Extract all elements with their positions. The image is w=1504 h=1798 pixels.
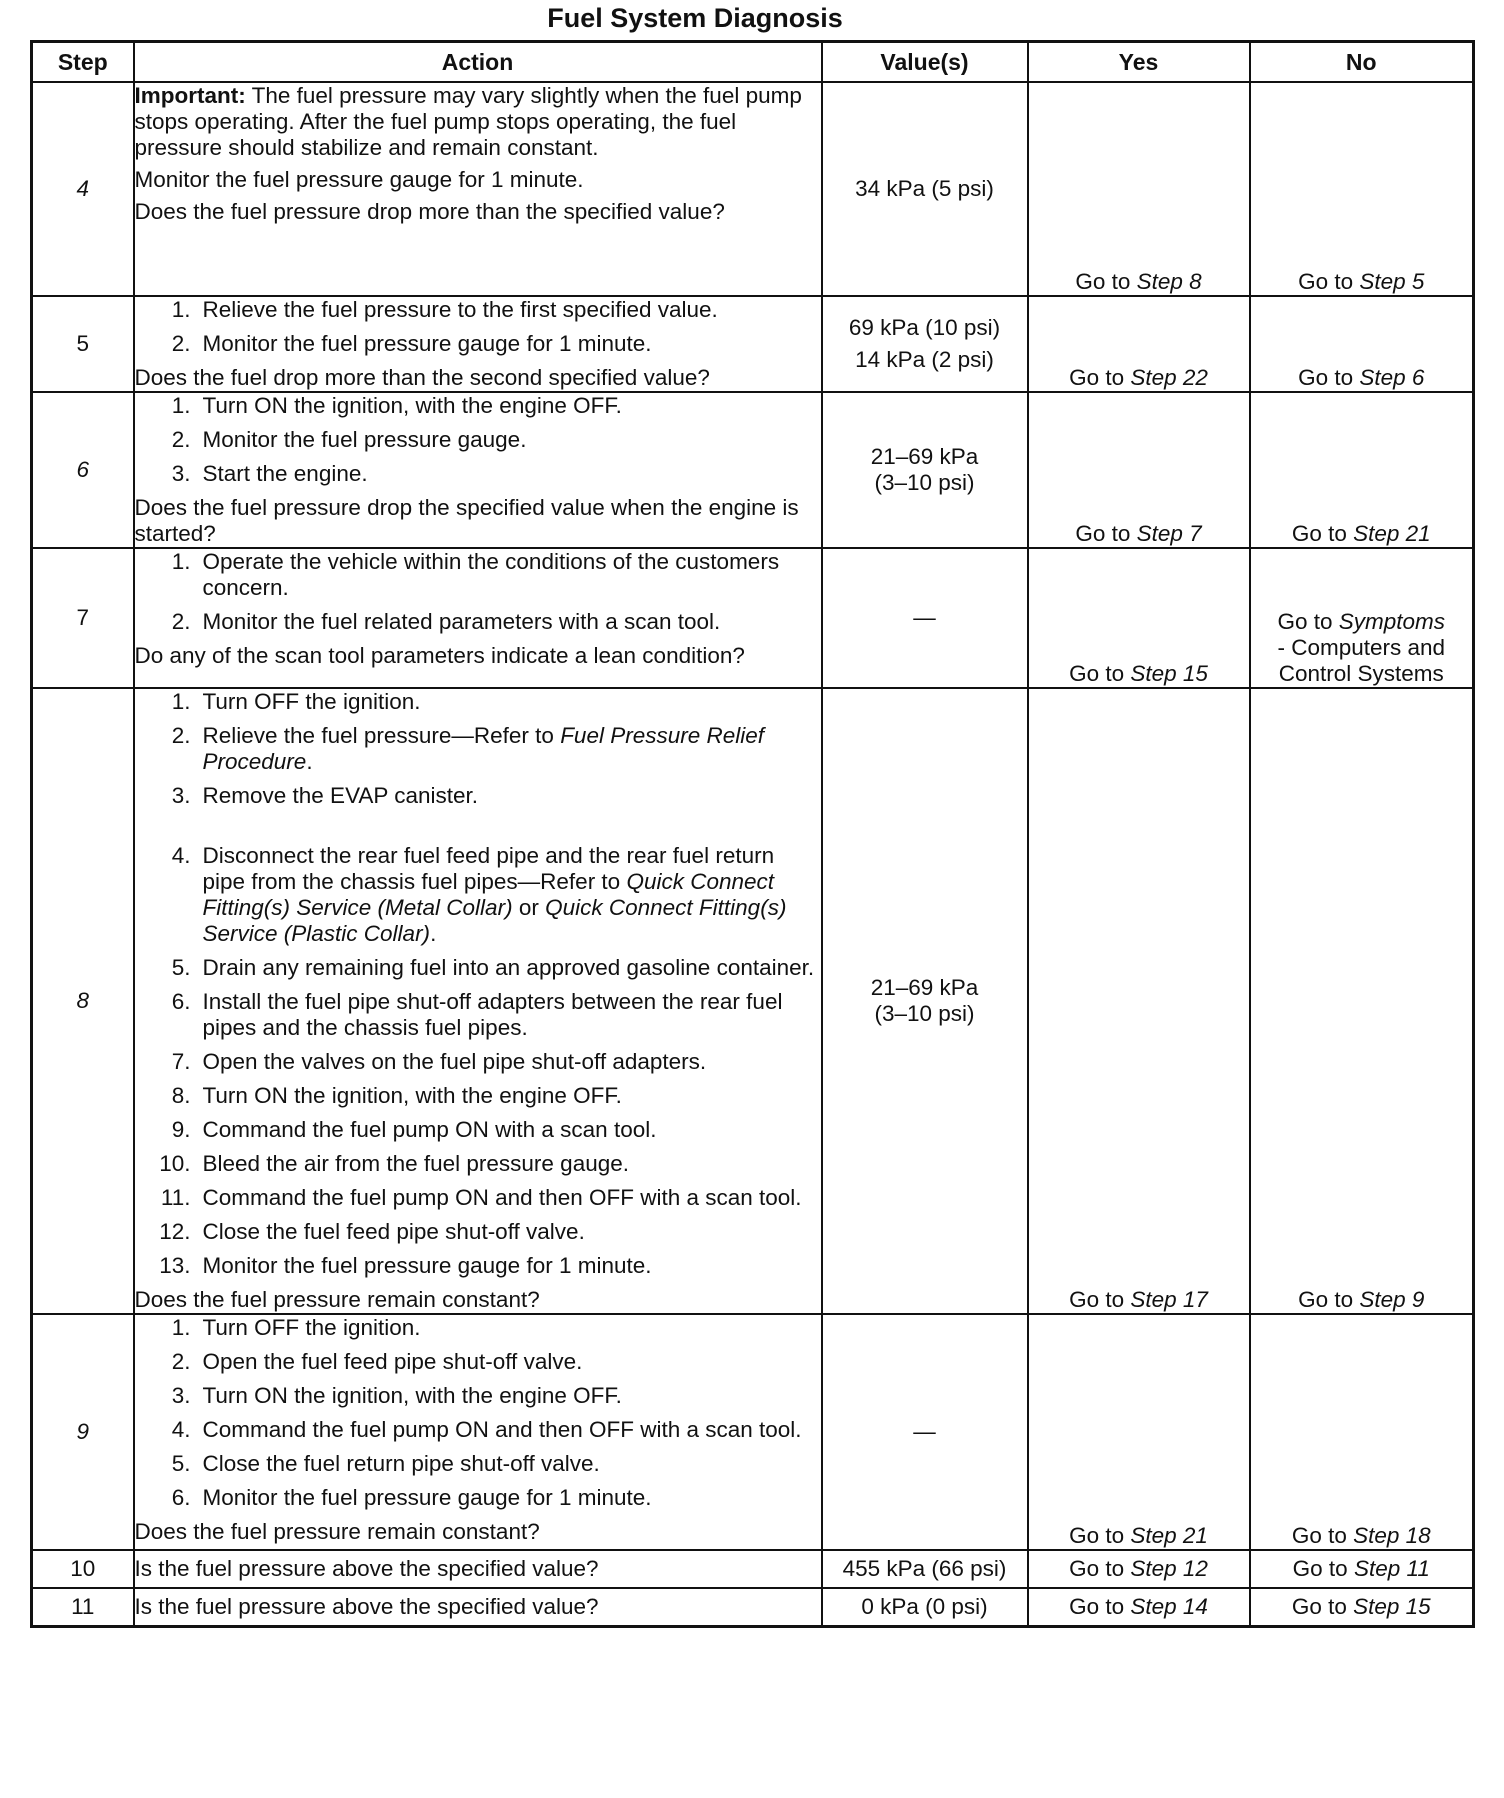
step-number: 9 bbox=[32, 1314, 134, 1550]
diagnosis-table bbox=[30, 40, 1475, 1628]
no-cell: Go to Step 15 bbox=[1250, 1588, 1474, 1626]
header-yes: Yes bbox=[1028, 42, 1250, 83]
yes-cell: Go to Step 22 bbox=[1028, 296, 1250, 392]
action-cell bbox=[134, 1550, 822, 1588]
procedure-ref: Quick Connect Fitting(s) Service (Metal Collar) bbox=[202, 869, 775, 920]
table-row bbox=[32, 296, 1474, 392]
value-text: — bbox=[913, 605, 936, 630]
list-item: 1. Relieve the fuel pressure to the first specified value. bbox=[171, 297, 718, 322]
action-cell bbox=[134, 1588, 822, 1626]
list-item: 6. Install the fuel pipe shut-off adapters between the rear fuel pipes and the chassis fuel pipes. bbox=[171, 989, 783, 1040]
action-cell bbox=[134, 82, 822, 296]
no-step-ref: Step 6 bbox=[1359, 365, 1425, 390]
yes-cell: Go to Step 15 bbox=[1028, 548, 1250, 688]
header-values: Value(s) bbox=[822, 42, 1028, 83]
list-item: 6. Monitor the fuel pressure gauge for 1 minute. bbox=[171, 1485, 652, 1510]
action-question: Does the fuel drop more than the second specified value? bbox=[134, 365, 710, 390]
action-paragraph: Monitor the fuel pressure gauge for 1 minute. bbox=[134, 167, 584, 192]
no-ref-line: Control Systems bbox=[1278, 661, 1444, 686]
table-row bbox=[32, 548, 1474, 688]
value-cell bbox=[822, 1314, 1028, 1550]
action-cell bbox=[134, 296, 822, 392]
list-item: 3. Remove the EVAP canister. bbox=[171, 783, 479, 808]
no-cell bbox=[1250, 82, 1474, 296]
yes-step-ref: Step 21 bbox=[1130, 1523, 1208, 1548]
list-item: 2. Monitor the fuel pressure gauge. bbox=[171, 427, 527, 452]
list-item: 4. Disconnect the rear fuel feed pipe and the rear fuel return pipe from the chassis fuel pipes—Refer to Quick Connect Fitting(s) Service (Metal Collar) or Quick Connect Fitting(s) Service (Plastic Collar). bbox=[171, 843, 787, 946]
list-item: 2. Monitor the fuel pressure gauge for 1 minute. bbox=[171, 331, 652, 356]
no-step-ref: Step 18 bbox=[1353, 1523, 1431, 1548]
value-cell bbox=[822, 548, 1028, 688]
action-question: Does the fuel pressure drop the specified value when the engine is started? bbox=[134, 495, 799, 546]
list-item: 7. Open the valves on the fuel pipe shut-off adapters. bbox=[171, 1049, 707, 1074]
yes-step-ref: Step 14 bbox=[1130, 1593, 1208, 1619]
list-item: 3. Start the engine. bbox=[171, 461, 368, 486]
value-cell bbox=[822, 392, 1028, 548]
no-step-ref: Step 5 bbox=[1359, 269, 1425, 294]
table-row bbox=[32, 392, 1474, 548]
no-step-ref: Step 9 bbox=[1359, 1287, 1425, 1312]
action-text: The fuel pressure may vary slightly when the fuel pump stops operating. After the fuel pump stops operating, the fuel pressure should stabilize and remain constant. bbox=[134, 83, 802, 160]
yes-step-ref: Step 17 bbox=[1130, 1287, 1208, 1312]
no-cell: Go to Step 9 bbox=[1250, 688, 1474, 1314]
value-text: — bbox=[913, 1419, 936, 1444]
action-cell bbox=[134, 1314, 822, 1550]
yes-step-ref: Step 15 bbox=[1130, 661, 1208, 686]
action-cell bbox=[134, 392, 822, 548]
table-row bbox=[32, 82, 1474, 296]
table-row bbox=[32, 688, 1474, 1314]
no-cell: Go to Step 18 bbox=[1250, 1314, 1474, 1550]
table-row bbox=[32, 1588, 1474, 1626]
yes-cell: Go to Step 12 bbox=[1028, 1550, 1250, 1588]
step-number: 7 bbox=[32, 548, 134, 688]
no-cell: Go to Step 21 bbox=[1250, 392, 1474, 548]
value-text: 34 kPa (5 psi) bbox=[855, 176, 994, 201]
list-item: 1. Turn OFF the ignition. bbox=[171, 689, 421, 714]
value-text: 21–69 kPa bbox=[870, 444, 979, 469]
action-cell bbox=[134, 688, 822, 1314]
important-label: Important: bbox=[134, 83, 246, 108]
list-item: 9. Command the fuel pump ON with a scan tool. bbox=[171, 1117, 657, 1142]
procedure-ref: Quick Connect Fitting(s) Service (Plastic Collar) bbox=[202, 895, 787, 946]
value-cell bbox=[822, 1550, 1028, 1588]
value-cell bbox=[822, 296, 1028, 392]
value-cell bbox=[822, 82, 1028, 296]
no-symptoms-ref: Symptoms bbox=[1338, 609, 1446, 634]
yes-cell: Go to Step 14 bbox=[1028, 1588, 1250, 1626]
goto-prefix: Go to bbox=[1298, 269, 1354, 294]
header-action: Action bbox=[134, 42, 822, 83]
no-step-ref: Step 21 bbox=[1353, 521, 1431, 546]
list-item: 12. Close the fuel feed pipe shut-off valve. bbox=[159, 1219, 585, 1244]
table-row bbox=[32, 1550, 1474, 1588]
value-text: 14 kPa (2 psi) bbox=[855, 347, 994, 372]
yes-step-ref: Step 7 bbox=[1136, 521, 1202, 546]
action-question: Does the fuel pressure remain constant? bbox=[134, 1287, 540, 1312]
table-row bbox=[32, 1314, 1474, 1550]
no-step-ref: Step 15 bbox=[1353, 1593, 1431, 1619]
list-item: 5. Drain any remaining fuel into an approved gasoline container. bbox=[171, 955, 815, 980]
list-item: 10. Bleed the air from the fuel pressure gauge. bbox=[159, 1151, 630, 1176]
yes-cell: Go to Step 17 bbox=[1028, 688, 1250, 1314]
list-item: 8. Turn ON the ignition, with the engine OFF. bbox=[171, 1083, 622, 1108]
yes-cell: Go to Step 7 bbox=[1028, 392, 1250, 548]
header-row bbox=[32, 42, 1474, 83]
no-ref-line: - Computers and bbox=[1277, 635, 1446, 660]
step-number: 11 bbox=[32, 1588, 134, 1626]
value-text: (3–10 psi) bbox=[874, 1001, 975, 1026]
no-cell: Go to Step 6 bbox=[1250, 296, 1474, 392]
action-question: Is the fuel pressure above the specified value? bbox=[134, 1556, 599, 1581]
value-text: 21–69 kPa bbox=[870, 975, 979, 1000]
action-cell bbox=[134, 548, 822, 688]
no-step-ref: Step 11 bbox=[1353, 1556, 1430, 1581]
header-no: No bbox=[1250, 42, 1474, 83]
list-item: 11. Command the fuel pump ON and then OFF with a scan tool. bbox=[160, 1185, 802, 1210]
action-question: Does the fuel pressure remain constant? bbox=[134, 1519, 540, 1544]
goto-prefix: Go to bbox=[1075, 269, 1131, 294]
list-item: 1. Turn OFF the ignition. bbox=[171, 1315, 421, 1340]
list-item: 4. Command the fuel pump ON and then OFF with a scan tool. bbox=[171, 1417, 802, 1442]
step-number: 6 bbox=[32, 392, 134, 548]
list-item: 1. Turn ON the ignition, with the engine OFF. bbox=[171, 393, 622, 418]
value-text: 455 kPa (66 psi) bbox=[842, 1556, 1007, 1581]
list-item: 3. Turn ON the ignition, with the engine OFF. bbox=[171, 1383, 622, 1408]
list-item: 2. Open the fuel feed pipe shut-off valve. bbox=[171, 1349, 583, 1374]
no-cell: Go to Step 11 bbox=[1250, 1550, 1474, 1588]
action-question: Is the fuel pressure above the specified value? bbox=[134, 1593, 599, 1619]
yes-cell bbox=[1028, 82, 1250, 296]
action-question: Does the fuel pressure drop more than the specified value? bbox=[134, 199, 725, 224]
action-paragraph bbox=[135, 83, 821, 161]
list-item: 2. Relieve the fuel pressure—Refer to Fuel Pressure Relief Procedure. bbox=[171, 723, 765, 774]
value-text: 0 kPa (0 psi) bbox=[861, 1593, 988, 1619]
step-number: 10 bbox=[32, 1550, 134, 1588]
list-item: 5. Close the fuel return pipe shut-off valve. bbox=[171, 1451, 600, 1476]
yes-step-ref: Step 8 bbox=[1136, 269, 1202, 294]
value-text: (3–10 psi) bbox=[874, 470, 975, 495]
step-number: 4 bbox=[32, 82, 134, 296]
header-step: Step bbox=[32, 42, 134, 83]
action-question: Do any of the scan tool parameters indicate a lean condition? bbox=[134, 643, 745, 668]
list-item: 2. Monitor the fuel related parameters with a scan tool. bbox=[171, 609, 721, 634]
value-cell bbox=[822, 688, 1028, 1314]
page-title: Fuel System Diagnosis bbox=[547, 3, 843, 33]
procedure-ref: Fuel Pressure Relief Procedure bbox=[202, 723, 765, 774]
no-cell: Go to Symptoms - Computers and Control Systems bbox=[1250, 548, 1474, 688]
step-number: 5 bbox=[32, 296, 134, 392]
yes-step-ref: Step 12 bbox=[1130, 1556, 1208, 1581]
step-number: 8 bbox=[32, 688, 134, 1314]
yes-cell: Go to Step 21 bbox=[1028, 1314, 1250, 1550]
value-cell bbox=[822, 1588, 1028, 1626]
value-text: 69 kPa (10 psi) bbox=[848, 315, 1001, 340]
list-item: 1. Operate the vehicle within the conditions of the customers concern. bbox=[171, 549, 780, 600]
yes-step-ref: Step 22 bbox=[1130, 365, 1208, 390]
list-item: 13. Monitor the fuel pressure gauge for 1 minute. bbox=[159, 1253, 652, 1278]
